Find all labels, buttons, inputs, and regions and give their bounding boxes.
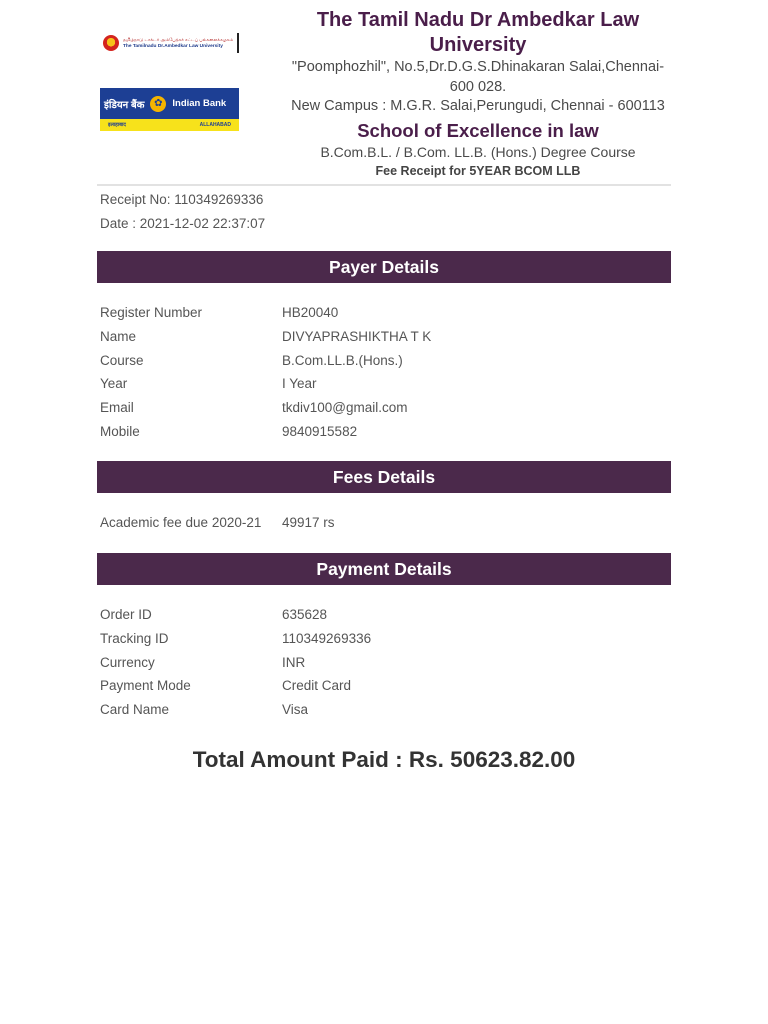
bank-sub-right: ALLAHABAD: [199, 122, 231, 128]
table-row: [100, 420, 431, 444]
row-value: INR: [282, 654, 306, 670]
table-row: [100, 603, 371, 627]
university-logo: [103, 32, 237, 54]
row-label: Academic fee due 2020-21: [100, 515, 262, 530]
receipt-header: [97, 0, 671, 184]
university-title: The Tamil Nadu Dr Ambedkar Law University: [316, 9, 640, 56]
header-text-block: [282, 8, 674, 180]
row-value: Visa: [282, 702, 309, 718]
table-row: [100, 698, 371, 722]
row-label: Course: [100, 352, 144, 368]
row-value: 9840915582: [282, 423, 358, 439]
row-label: Tracking ID: [100, 630, 169, 646]
bank-hindi-name: इंडियन बैंक: [104, 99, 145, 111]
table-row: [100, 651, 371, 675]
row-value: 110349269336: [282, 630, 372, 646]
row-value: DIVYAPRASHIKTHA T K: [282, 328, 432, 344]
row-label: Currency: [100, 654, 155, 670]
row-value: Credit Card: [282, 678, 352, 694]
row-value: 635628: [282, 607, 328, 622]
receipt-date: Date : 2021-12-02 22:37:07: [100, 216, 266, 231]
row-label: Email: [100, 400, 134, 416]
payer-details-heading: Payer Details: [97, 251, 671, 283]
indian-bank-logo: [100, 88, 239, 131]
school-name: School of Excellence in law: [357, 119, 599, 141]
row-label: Mobile: [100, 423, 140, 439]
fee-receipt-line: Fee Receipt for 5YEAR BCOM LLB: [375, 163, 581, 178]
table-row: [100, 396, 431, 420]
row-value: tkdiv100@gmail.com: [282, 400, 408, 416]
row-value: 49917 rs: [282, 515, 335, 530]
row-label: Year: [100, 376, 128, 392]
row-label: Payment Mode: [100, 678, 191, 694]
fees-details-heading: Fees Details: [97, 461, 671, 493]
row-label: Name: [100, 328, 137, 344]
header-divider: [97, 184, 671, 186]
ambedkar-portrait-icon: [237, 33, 239, 53]
fee-receipt: [97, 0, 671, 772]
row-label: Card Name: [100, 702, 170, 718]
row-value: HB20040: [282, 305, 339, 320]
table-row: [100, 325, 431, 349]
bank-sub-left: इलाहाबाद: [108, 122, 126, 128]
address-line-2: New Campus : M.G.R. Salai,Perungudi, Chennai - 600113: [291, 98, 665, 114]
university-logo-english-text: The Tamilnadu Dr.Ambedkar Law University: [123, 43, 223, 49]
payment-details-rows: [100, 603, 371, 722]
bank-english-name: Indian Bank: [172, 98, 227, 109]
address-line-1: "Poomphozhil", No.5,Dr.D.G.S.Dhinakaran Salai,Chennai-600 028.: [291, 59, 665, 95]
total-amount-paid: Total Amount Paid : Rs. 50623.82.00: [192, 747, 576, 772]
university-emblem-icon: [103, 35, 119, 51]
row-value: B.Com.LL.B.(Hons.): [282, 352, 403, 368]
bank-emblem-icon: ✿: [150, 96, 166, 112]
row-label: Register Number: [100, 305, 203, 320]
table-row: [100, 372, 431, 396]
row-label: Order ID: [100, 607, 152, 622]
course-line: B.Com.B.L. / B.Com. LL.B. (Hons.) Degree Course: [320, 143, 636, 160]
university-logo-tamil-text: தமிழ்நாடு டாக்டர் அம்பேத்கர் சட்டப் பல்கலைக்கழகம்: [123, 36, 234, 42]
receipt-info: [100, 188, 265, 236]
fees-details-rows: [100, 511, 335, 535]
table-row: [100, 349, 431, 373]
row-value: I Year: [282, 376, 317, 392]
table-row: [100, 627, 371, 651]
table-row: [100, 301, 431, 325]
payment-details-heading: Payment Details: [97, 553, 671, 585]
receipt-number: Receipt No: 110349269336: [100, 192, 264, 207]
payer-details-rows: [100, 301, 431, 444]
table-row: [100, 511, 335, 535]
table-row: [100, 674, 371, 698]
